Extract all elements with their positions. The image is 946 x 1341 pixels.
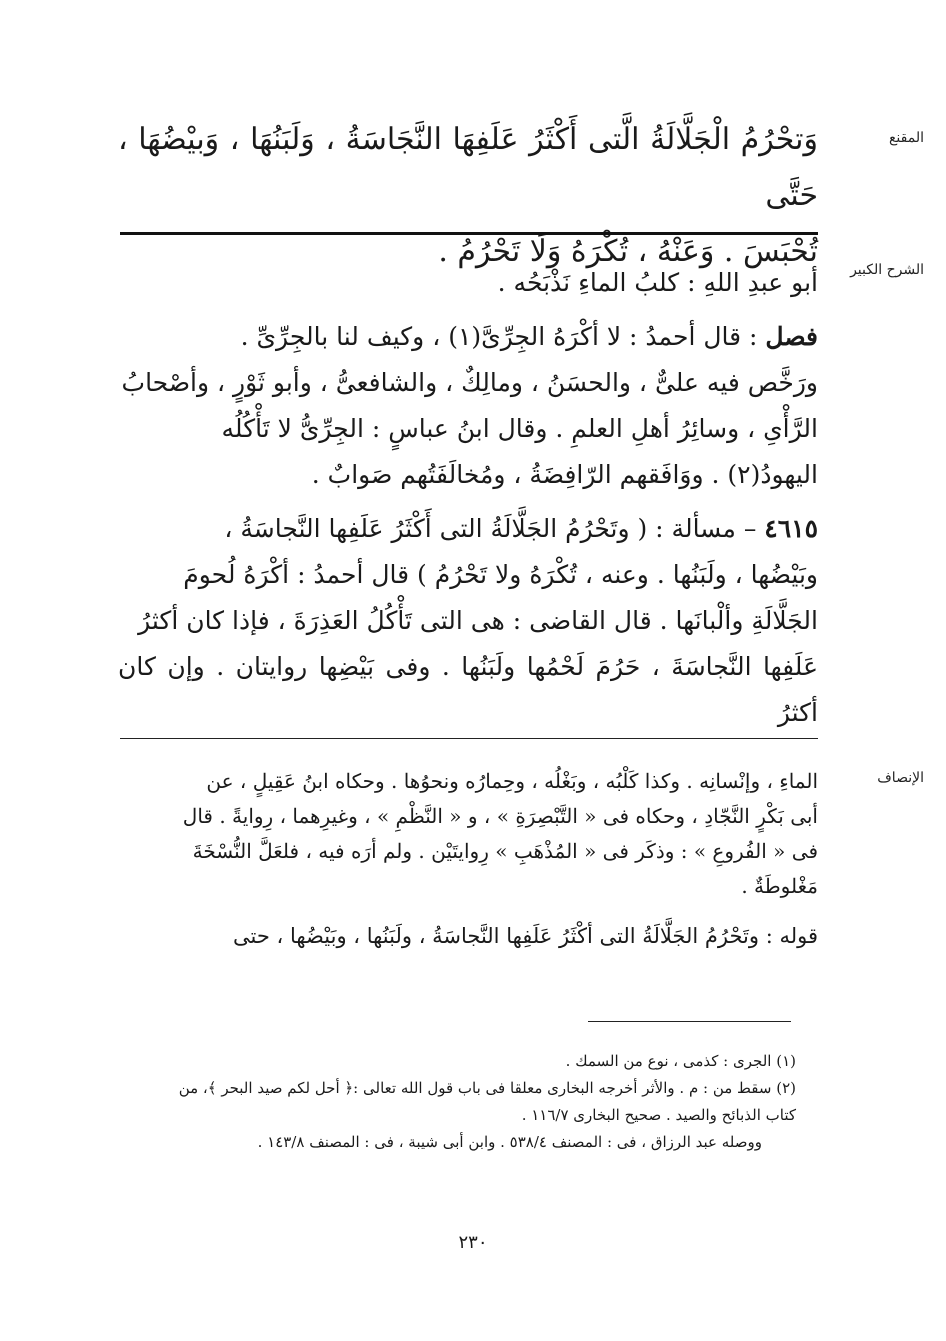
sharh-text [118,260,818,736]
fasl-first-line [118,314,818,360]
sharh-label: الشرح الكبير [850,262,924,278]
masala-line: – مسألة : ( وتَحْرُمُ الجَلَّالَةُ التى أَكْثَرُ عَلَفِها النَّجاسَةُ ، [224,514,757,543]
masala-first-line [118,506,818,552]
insaf-line: الماءِ ، وإنْسانِه . وكذا كَلْبُه ، وبَغْلُه ، وحِمارُه ونحوُها . وحكاه ابنُ عَقِيلٍ ، عن [206,769,818,793]
fasl-line: اليهودُ(٢) . ووَافَقهم الرّافِضَةُ ، ومُخالَفَتُهم صَوابٌ . [311,460,818,489]
fasl-line: الرَّأْىِ ، وسائِرُ أهلِ العلمِ . وقال ابنُ عباسٍ : الجِرِّىُّ لا تَأْكُلُه [221,414,818,443]
section-divider-thick [120,232,818,235]
insaf-line: فى « الفُروعِ » : وذكَر فى « المُذْهَبِ » رِوايتَيْن . ولم أرَه فيه ، فلعَلَّ النُّسْخَةَ [192,839,818,863]
masala-number: ٤٦١٥ [764,514,818,543]
fasl-line: ورَخَّص فيه علىٌّ ، والحسَنُ ، ومالِكٌ ، والشافعىُّ ، وأبو ثَوْرٍ ، وأصْحابُ [121,368,818,397]
masala-line: وبَيْضُها ، ولَبَنُها . وعنه ، تُكْرَهُ ولا تَحْرُمُ ) قال أحمدُ : أكْرَهُ لُحومَ [183,560,818,589]
masala-line: الجَلَّالَةِ وألْبانَها . قال القاضى : هى التى تَأْكُلُ العَذِرَةَ ، فإذا كان أكثرُ [138,606,818,635]
muqni-text [118,112,818,280]
masala-line: عَلَفِها النَّجاسَةَ ، حَرُمَ لَحْمُها ولَبَنُها . وفى بَيْضِها روايتان . وإن كان أكثرُ [118,652,818,727]
insaf-line: أبى بَكْرٍ النَّجّادِ ، وحكاه فى « التَّبْصِرَةِ » ، و « النَّظْمِ » ، وغيرِهما ، رِوايةً . قال [182,804,818,828]
insaf-label: الإنصاف [877,770,924,786]
muqni-line: تُحْبَسَ . وَعَنْهُ ، تُكْرَهُ وَلَا تَحْرُمُ . [438,234,818,269]
footnotes [118,1048,796,1156]
fasl-heading: فصل [765,322,818,351]
page-number: ٢٣٠ [458,1232,488,1253]
footnote-divider [588,1021,791,1022]
muqni-line: وَتحْرُمُ الْجَلَّالَةُ الَّتى أَكْثَرُ عَلَفِهَا النَّجَاسَةُ ، وَلَبَنُهَا ، وَبيْضُهَا ، حَتَّى [118,122,818,213]
insaf-text [118,764,818,954]
section-divider-thin [120,738,818,739]
fasl-line: : قال أحمدُ : لا أكْرَهُ الجِرِّىَّ(١) ، وكيف لنا بالجِرِّىِّ . [240,322,758,351]
footnote: (٢) سقط من : م . والأثر أخرجه البخارى معلقا فى باب قول الله تعالى :﴿ أحل لكم صيد البحر ﴾، من [178,1079,796,1097]
footnote: ووصله عبد الرزاق ، فى : المصنف ٥٣٨/٤ . وابن أبى شيبة ، فى : المصنف ١٤٣/٨ . [257,1133,762,1151]
muqni-label: المقنع [888,130,924,146]
insaf-line: مَغْلوطَةٌ . [741,874,818,898]
footnote: كتاب الذبائح والصيد . صحيح البخارى ١١٦/٧ . [521,1106,796,1124]
footnote: (١) الجرى : كذمى ، نوع من السمك . [565,1052,796,1070]
sharh-intro-line: أبو عبدِ اللهِ : كلبُ الماءِ نَذْبَحُه . [497,268,818,297]
insaf-qawluh-line: قوله : وتَحْرُمُ الجَلَّالَةُ التى أكْثَرُ عَلَفِها النَّجاسَةُ ، ولَبَنُها ، وبَيْضُها ، حتى [233,924,818,948]
